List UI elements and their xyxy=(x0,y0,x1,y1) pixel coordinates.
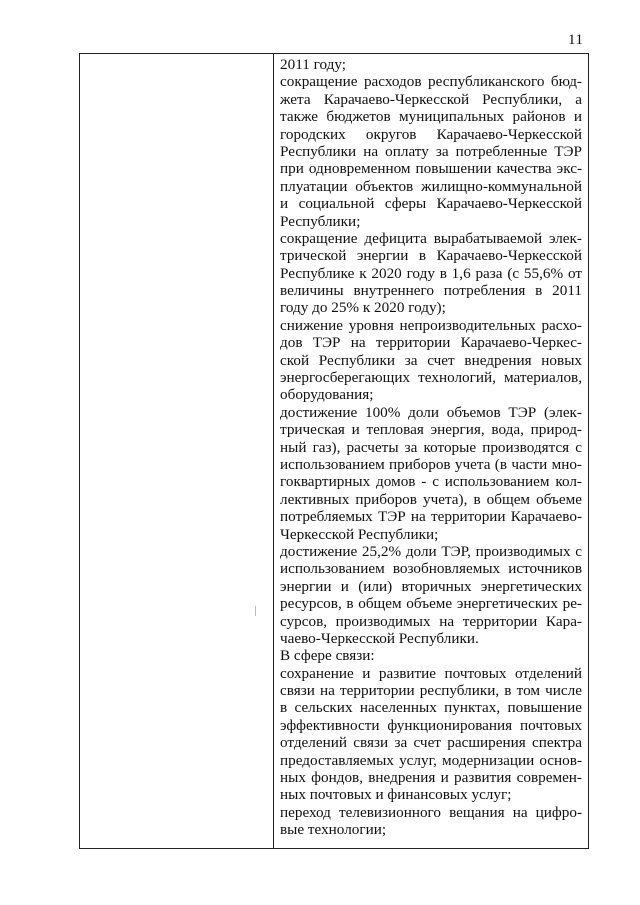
text-line: чаево-Черкесской Республики. xyxy=(280,629,479,647)
text-line: ской Республики за счет внедрения новых xyxy=(280,351,582,369)
text-line: сокращение расходов республиканского бюд- xyxy=(280,73,582,91)
text-line: сокращение дефицита вырабатываемой элек- xyxy=(280,229,582,247)
text-line: энергии и (или) вторичных энергетических xyxy=(280,577,582,595)
text-line: переход телевизионного вещания на цифро- xyxy=(280,803,582,821)
column-divider xyxy=(273,54,274,848)
document-table xyxy=(79,53,589,849)
text-line: использованием приборов учета (в части мно- xyxy=(280,455,582,473)
text-line: гоквартирных домов - с использованием кол- xyxy=(280,473,582,491)
text-line: использованием возобновляемых источников xyxy=(280,560,582,578)
text-line: плуатации объектов жилищно-коммунальной xyxy=(280,177,582,195)
text-line: Черкесской Республики; xyxy=(280,525,439,543)
text-line: ных почтовых и финансовых услуг; xyxy=(280,786,512,804)
text-line: лективных приборов учета), в общем объеме xyxy=(280,490,582,508)
text-line: Республики; xyxy=(280,212,361,230)
text-line: жета Карачаево-Черкесской Республики, а xyxy=(280,90,582,108)
text-line: году до 25% к 2020 году); xyxy=(280,299,446,317)
text-line: отделений связи за счет расширения спектра xyxy=(280,734,582,752)
text-line: снижение уровня непроизводительных расхо- xyxy=(280,316,582,334)
text-line: Республики на оплату за потребленные ТЭР xyxy=(280,142,582,160)
text-line: ный газ), расчеты за которые производятся с xyxy=(280,438,582,456)
text-line: в сельских населенных пунктах, повышение xyxy=(280,699,582,717)
text-line: вые технологии; xyxy=(280,821,387,839)
scan-mark xyxy=(255,606,256,616)
text-line: энергосберегающих технологий, материалов, xyxy=(280,369,582,387)
text-line: оборудования; xyxy=(280,386,374,404)
text-line: достижение 25,2% доли ТЭР, производимых с xyxy=(280,542,582,560)
text-line: трическая и тепловая энергия, вода, природ- xyxy=(280,421,582,439)
text-line: Республике к 2020 году в 1,6 раза (с 55,6% от xyxy=(280,264,582,282)
text-line: трической энергии в Карачаево-Черкесской xyxy=(280,247,582,265)
text-line: при одновременном повышении качества экс- xyxy=(280,160,582,178)
text-line: достижение 100% доли объемов ТЭР (элек- xyxy=(280,403,582,421)
page-number: 11 xyxy=(568,32,584,48)
text-line: В сфере связи: xyxy=(280,647,375,665)
text-line: сурсов, производимых на территории Кара- xyxy=(280,612,582,630)
text-line: потребляемых ТЭР на территории Карачаево- xyxy=(280,508,582,526)
text-line: связи на территории республики, в том числе xyxy=(280,682,582,700)
text-line: городских округов Карачаево-Черкесской xyxy=(280,125,582,143)
text-line: предоставляемых услуг, модернизации основ- xyxy=(280,751,582,769)
text-line: эффективности функционирования почтовых xyxy=(280,716,582,734)
text-line: сохранение и развитие почтовых отделений xyxy=(280,664,582,682)
text-line: ресурсов, в общем объеме энергетических ре- xyxy=(280,595,582,613)
text-line: ных фондов, внедрения и развития современ- xyxy=(280,769,582,787)
text-line: и социальной сферы Карачаево-Черкесской xyxy=(280,195,582,213)
text-line: дов ТЭР на территории Карачаево-Черкес- xyxy=(280,334,582,352)
text-line: также бюджетов муниципальных районов и xyxy=(280,108,582,126)
text-line: 2011 году; xyxy=(280,56,346,73)
table-cell-text xyxy=(280,56,582,839)
text-line: величины внутреннего потребления в 2011 xyxy=(280,282,582,300)
